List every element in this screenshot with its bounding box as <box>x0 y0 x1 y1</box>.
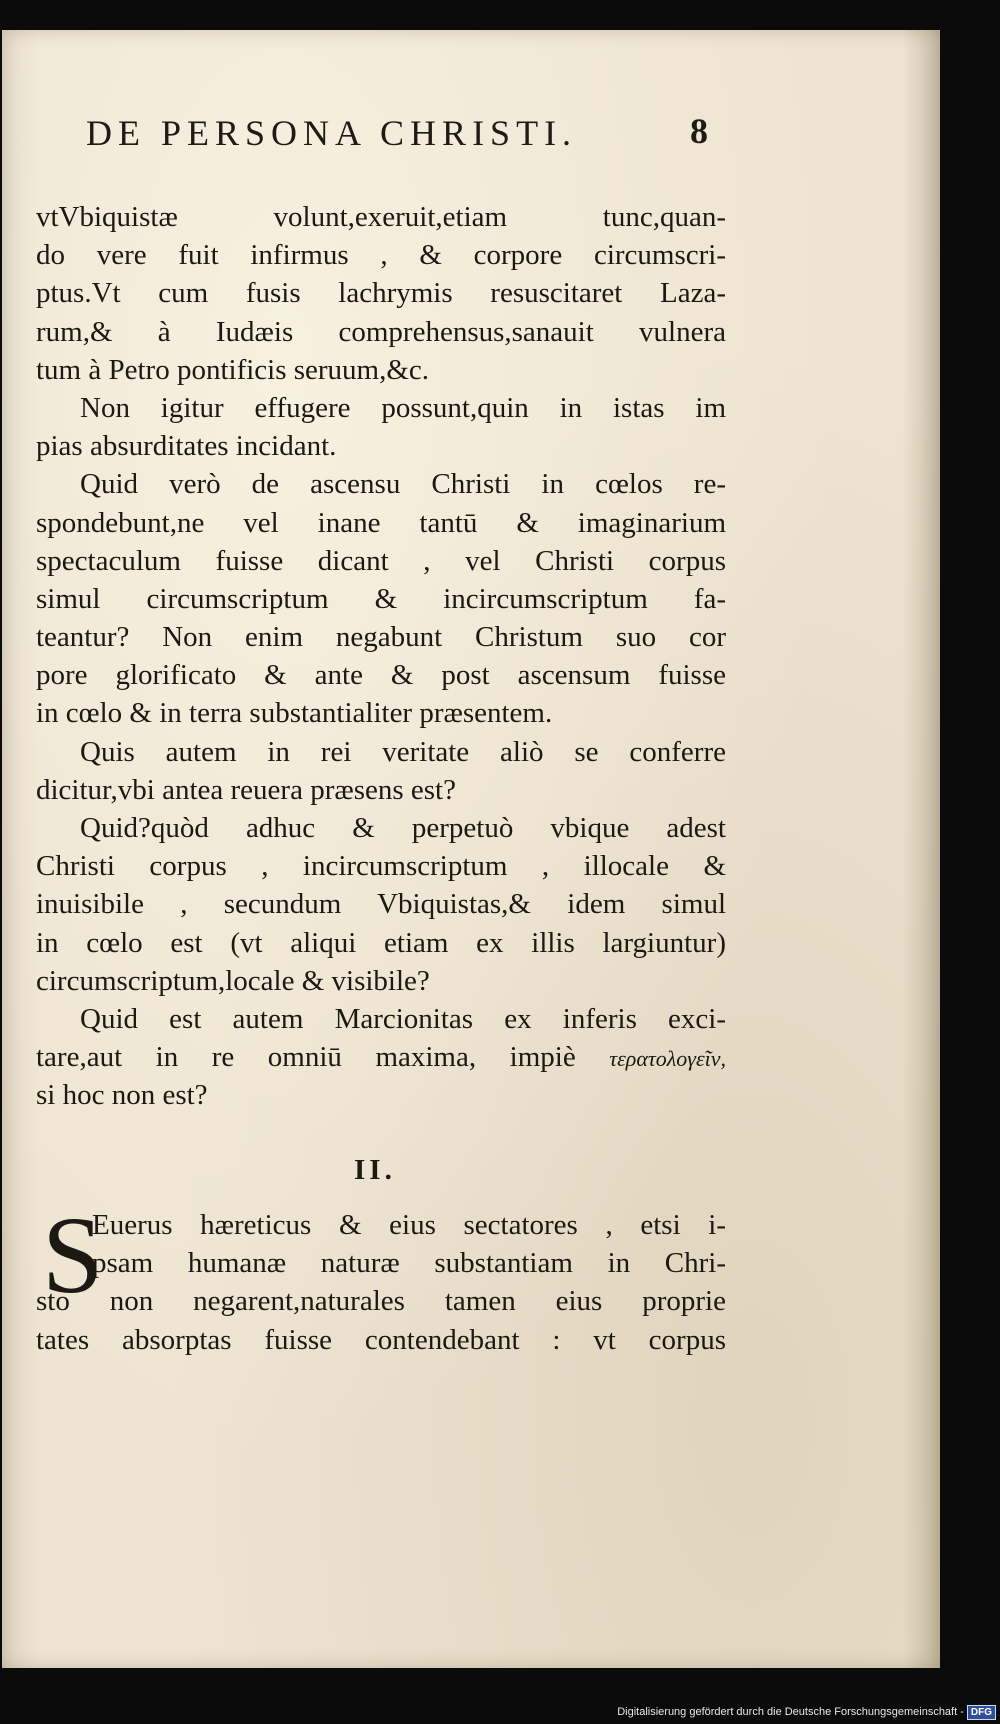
greek-word: τερατολογεῖν, <box>609 1046 726 1072</box>
text-line: Quid verò de ascensu Christi in cœlos re- <box>80 468 726 501</box>
text-line: Quid?quòd adhuc & perpetuò vbique adest <box>80 812 726 844</box>
text-line: pore glorificato & ante & post ascensum fuisse <box>36 659 726 692</box>
text-line: dicitur,vbi antea reuera præsens est? <box>36 773 456 806</box>
text-line: vtVbiquistæ volunt,exeruit,etiam tunc,quan- <box>36 201 726 233</box>
page-number: 8 <box>690 111 708 151</box>
text-line: Quid est autem Marcionitas ex inferis exci- <box>80 1002 726 1035</box>
text-line: Euerus hæreticus & eius sectatores , etsi i- <box>92 1209 726 1241</box>
text-line: Quis autem in rei veritate aliò se conferre <box>80 735 726 768</box>
text-line: do vere fuit infirmus , & corpore circumscri- <box>36 239 726 272</box>
text-line <box>36 1038 726 1076</box>
dfg-logo: DFG <box>967 1705 996 1720</box>
section-text <box>36 1194 726 1359</box>
digitization-credit <box>617 1705 996 1720</box>
text-line: inuisibile , secundum Vbiquistas,& idem simul <box>36 888 726 921</box>
text-line: spondebunt,ne vel inane tantū & imaginarium <box>36 506 726 539</box>
text-line: tates absorptas fuisse contendebant : vt corpus <box>36 1323 726 1356</box>
section-number: II. <box>354 1154 396 1186</box>
text-line: Non igitur effugere possunt,quin in istas im <box>80 391 726 424</box>
drop-cap-initial: S <box>42 1194 104 1316</box>
text-line: psam humanæ naturæ substantiam in Chri- <box>92 1247 726 1280</box>
text-line: spectaculum fuisse dicant , vel Christi corpus <box>36 544 726 577</box>
book-page <box>2 30 940 1668</box>
text-line-segment: tare,aut in re omniū maxima, impiè <box>36 1041 576 1074</box>
text-line: tum à Petro pontificis seruum,&c. <box>36 353 430 386</box>
text-line: circumscriptum,locale & visibile? <box>36 964 430 997</box>
text-line: rum,& à Iudæis comprehensus,sanauit vulnera <box>36 315 726 348</box>
credit-text: Digitalisierung gefördert durch die Deutsche Forschungsgemeinschaft - <box>617 1706 964 1718</box>
text-line: sto non negarent,naturales tamen eius proprie <box>36 1285 726 1318</box>
text-line: in cœlo & in terra substantialiter præsentem. <box>36 697 553 730</box>
running-head: DE PERSONA CHRISTI. <box>86 113 578 153</box>
text-line: ptus.Vt cum fusis lachrymis resuscitaret Laza- <box>36 277 726 310</box>
text-line: si hoc non est? <box>36 1079 208 1112</box>
text-line: pias absurditates incidant. <box>36 430 337 463</box>
text-line: in cœlo est (vt aliqui etiam ex illis largiuntur) <box>36 926 726 959</box>
main-text <box>36 198 726 1115</box>
text-line: Christi corpus , incircumscriptum , illocale & <box>36 850 726 883</box>
text-line: simul circumscriptum & incircumscriptum fa- <box>36 582 726 615</box>
text-line: teantur? Non enim negabunt Christum suo cor <box>36 621 726 654</box>
